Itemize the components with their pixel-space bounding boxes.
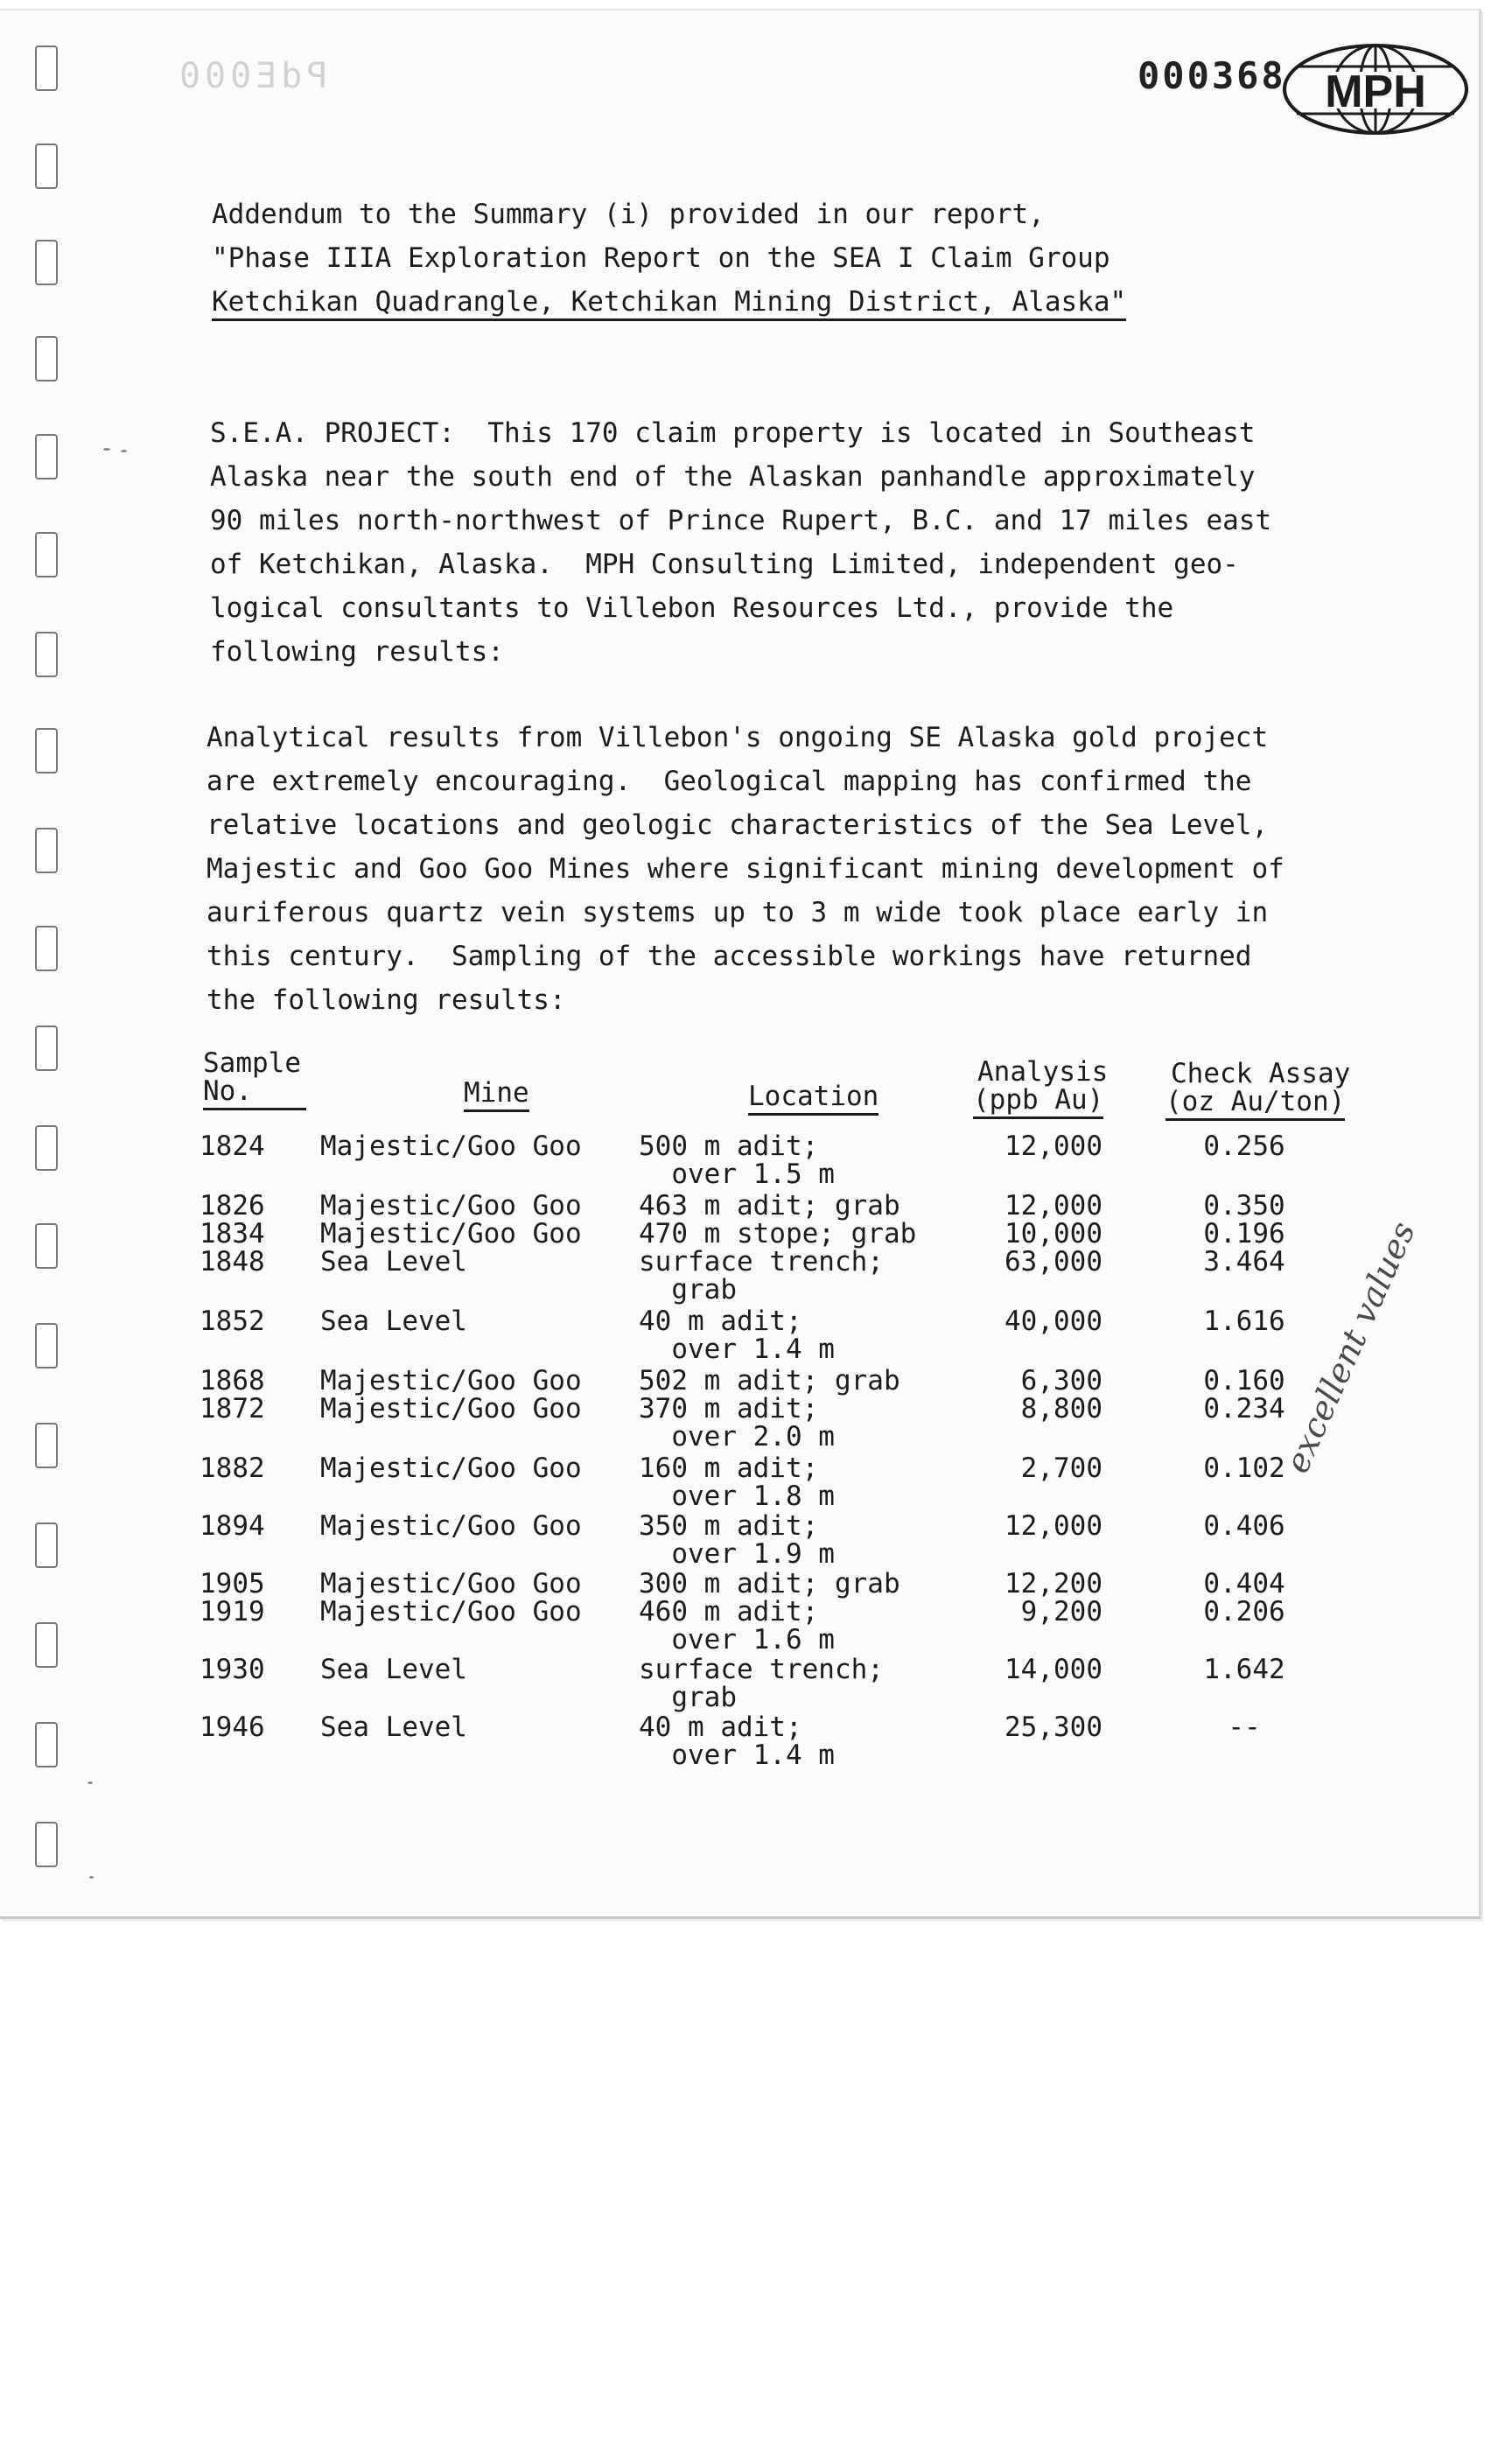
cell-check-assay: 0.206 — [1203, 1596, 1285, 1628]
header-check-line2: (oz Au/ton) — [1166, 1088, 1345, 1121]
cell-sample-no: 1930 — [200, 1654, 265, 1685]
punch-hole — [35, 926, 58, 971]
cell-analysis: 2,700 — [1020, 1452, 1102, 1484]
project-paragraph — [210, 411, 1271, 674]
cell-sample-no: 1824 — [200, 1130, 265, 1162]
cell-location: 40 m adit; over 1.4 m — [639, 1306, 835, 1365]
ghost-stamp-number: PdE000 — [175, 56, 328, 96]
cell-analysis: 12,000 — [1004, 1510, 1102, 1542]
addendum-line-1: Addendum to the Summary (i) provided in our report, — [212, 199, 1045, 230]
addendum-line-2: "Phase IIIA Exploration Report on the SEA I Claim Group — [212, 242, 1110, 274]
logo-text: MPH — [1325, 66, 1426, 117]
cell-check-assay: 0.160 — [1203, 1365, 1285, 1396]
cell-sample-no: 1894 — [200, 1510, 265, 1542]
cell-check-assay: -- — [1228, 1712, 1261, 1743]
results-paragraph-line: are extremely encouraging. Geological mapping has confirmed the — [206, 766, 1252, 797]
cell-sample-no: 1868 — [200, 1365, 265, 1396]
cell-sample-no: 1852 — [200, 1306, 265, 1337]
punch-hole — [35, 1323, 58, 1368]
cell-location: 460 m adit; over 1.6 m — [639, 1596, 835, 1656]
cell-sample-no: 1905 — [200, 1568, 265, 1600]
project-paragraph-line: 90 miles north-northwest of Prince Rupert, B.C. and 17 miles east — [210, 505, 1272, 536]
cell-mine: Majestic/Goo Goo — [320, 1596, 582, 1628]
cell-location: 350 m adit; over 1.9 m — [639, 1510, 835, 1570]
cell-mine: Majestic/Goo Goo — [320, 1568, 582, 1600]
cell-mine: Majestic/Goo Goo — [320, 1510, 582, 1542]
cell-location: 370 m adit; over 2.0 m — [639, 1393, 835, 1452]
cell-mine: Majestic/Goo Goo — [320, 1130, 582, 1162]
cell-check-assay: 1.642 — [1203, 1654, 1285, 1685]
header-sample-line1: Sample — [203, 1047, 301, 1079]
header-sample-line2: No. — [203, 1078, 306, 1110]
punch-hole — [35, 728, 58, 774]
cell-analysis: 40,000 — [1004, 1306, 1102, 1337]
cell-check-assay: 0.234 — [1203, 1393, 1285, 1424]
cell-check-assay: 0.350 — [1203, 1190, 1285, 1222]
cell-analysis: 25,300 — [1004, 1712, 1102, 1743]
cell-location: 470 m stope; grab — [639, 1218, 917, 1250]
results-paragraph — [206, 716, 1284, 1022]
cell-check-assay: 0.196 — [1203, 1218, 1285, 1250]
punch-hole — [35, 1522, 58, 1568]
cell-location: 500 m adit; over 1.5 m — [639, 1130, 835, 1190]
punch-hole — [35, 828, 58, 873]
punch-hole — [35, 532, 58, 578]
cell-location: 463 m adit; grab — [639, 1190, 900, 1222]
punch-hole — [35, 1722, 58, 1768]
scan-speck — [103, 448, 110, 451]
handwritten-margin-note: excellent values — [1278, 1215, 1423, 1479]
cell-sample-no: 1919 — [200, 1596, 265, 1628]
results-paragraph-line: Majestic and Goo Goo Mines where significant mining development of — [206, 853, 1284, 885]
cell-sample-no: 1946 — [200, 1712, 265, 1743]
punch-hole — [35, 46, 58, 91]
cell-analysis: 10,000 — [1004, 1218, 1102, 1250]
results-paragraph-line: Analytical results from Villebon's ongoing SE Alaska gold project — [206, 722, 1269, 753]
results-paragraph-line: this century. Sampling of the accessible workings have returned — [206, 941, 1252, 972]
header-check-line1: Check Assay — [1171, 1058, 1351, 1089]
cell-mine: Majestic/Goo Goo — [320, 1365, 582, 1396]
cell-mine: Majestic/Goo Goo — [320, 1393, 582, 1424]
cell-check-assay: 1.616 — [1203, 1306, 1285, 1337]
cell-check-assay: 0.102 — [1203, 1452, 1285, 1484]
results-paragraph-line: auriferous quartz vein systems up to 3 m wide took place early in — [206, 897, 1269, 928]
cell-analysis: 9,200 — [1020, 1596, 1102, 1628]
cell-analysis: 63,000 — [1004, 1246, 1102, 1278]
cell-check-assay: 0.256 — [1203, 1130, 1285, 1162]
cell-location: 160 m adit; over 1.8 m — [639, 1452, 835, 1512]
addendum-line-3: Ketchikan Quadrangle, Ketchikan Mining District, Alaska" — [212, 286, 1126, 321]
scan-speck — [88, 1782, 93, 1784]
project-paragraph-line: S.E.A. PROJECT: This 170 claim property is located in Southeast — [210, 417, 1256, 449]
project-paragraph-line: logical consultants to Villebon Resources Ltd., provide the — [210, 592, 1174, 624]
cell-check-assay: 0.406 — [1203, 1510, 1285, 1542]
punch-hole — [35, 240, 58, 285]
cell-mine: Sea Level — [320, 1306, 467, 1337]
punch-hole — [35, 1622, 58, 1668]
cell-analysis: 8,800 — [1020, 1393, 1102, 1424]
punch-hole — [35, 632, 58, 677]
cell-sample-no: 1882 — [200, 1452, 265, 1484]
punch-hole — [35, 434, 58, 480]
cell-location: surface trench; grab — [639, 1246, 884, 1306]
document-stamp-number: 000368 — [1138, 54, 1286, 97]
punch-hole — [35, 1125, 58, 1171]
header-analysis-line2: (ppb Au) — [973, 1087, 1103, 1119]
cell-analysis: 6,300 — [1020, 1365, 1102, 1396]
cell-analysis: 12,000 — [1004, 1130, 1102, 1162]
cell-location: surface trench; grab — [639, 1654, 884, 1713]
project-paragraph-line: of Ketchikan, Alaska. MPH Consulting Limited, independent geo- — [210, 549, 1239, 580]
punch-hole — [35, 1223, 58, 1269]
cell-analysis: 12,200 — [1004, 1568, 1102, 1600]
document-page — [0, 9, 1481, 1919]
addendum-heading — [212, 192, 1126, 324]
project-paragraph-line: Alaska near the south end of the Alaskan panhandle approximately — [210, 461, 1256, 493]
header-analysis-line1: Analysis — [977, 1056, 1109, 1088]
header-mine: Mine — [464, 1080, 529, 1112]
cell-mine: Majestic/Goo Goo — [320, 1190, 582, 1222]
punch-hole — [35, 1423, 58, 1468]
punch-hole — [35, 1026, 58, 1071]
cell-mine: Majestic/Goo Goo — [320, 1452, 582, 1484]
cell-location: 502 m adit; grab — [639, 1365, 900, 1396]
cell-location: 300 m adit; grab — [639, 1568, 900, 1600]
results-paragraph-line: the following results: — [206, 984, 566, 1016]
cell-location: 40 m adit; over 1.4 m — [639, 1712, 835, 1771]
punch-hole — [35, 144, 58, 189]
mph-globe-logo — [1279, 37, 1472, 140]
header-location: Location — [748, 1083, 878, 1116]
cell-check-assay: 0.404 — [1203, 1568, 1285, 1600]
cell-mine: Sea Level — [320, 1712, 467, 1743]
cell-sample-no: 1848 — [200, 1246, 265, 1278]
cell-mine: Sea Level — [320, 1246, 467, 1278]
cell-mine: Sea Level — [320, 1654, 467, 1685]
cell-mine: Majestic/Goo Goo — [320, 1218, 582, 1250]
cell-analysis: 12,000 — [1004, 1190, 1102, 1222]
results-paragraph-line: relative locations and geologic characteristics of the Sea Level, — [206, 809, 1269, 841]
scan-speck — [89, 1876, 94, 1879]
cell-sample-no: 1872 — [200, 1393, 265, 1424]
cell-sample-no: 1834 — [200, 1218, 265, 1250]
cell-sample-no: 1826 — [200, 1190, 265, 1222]
punch-hole — [35, 336, 58, 382]
punch-hole — [35, 1822, 58, 1867]
scan-speck — [121, 450, 127, 452]
cell-analysis: 14,000 — [1004, 1654, 1102, 1685]
project-paragraph-line: following results: — [210, 636, 504, 668]
cell-check-assay: 3.464 — [1203, 1246, 1285, 1278]
